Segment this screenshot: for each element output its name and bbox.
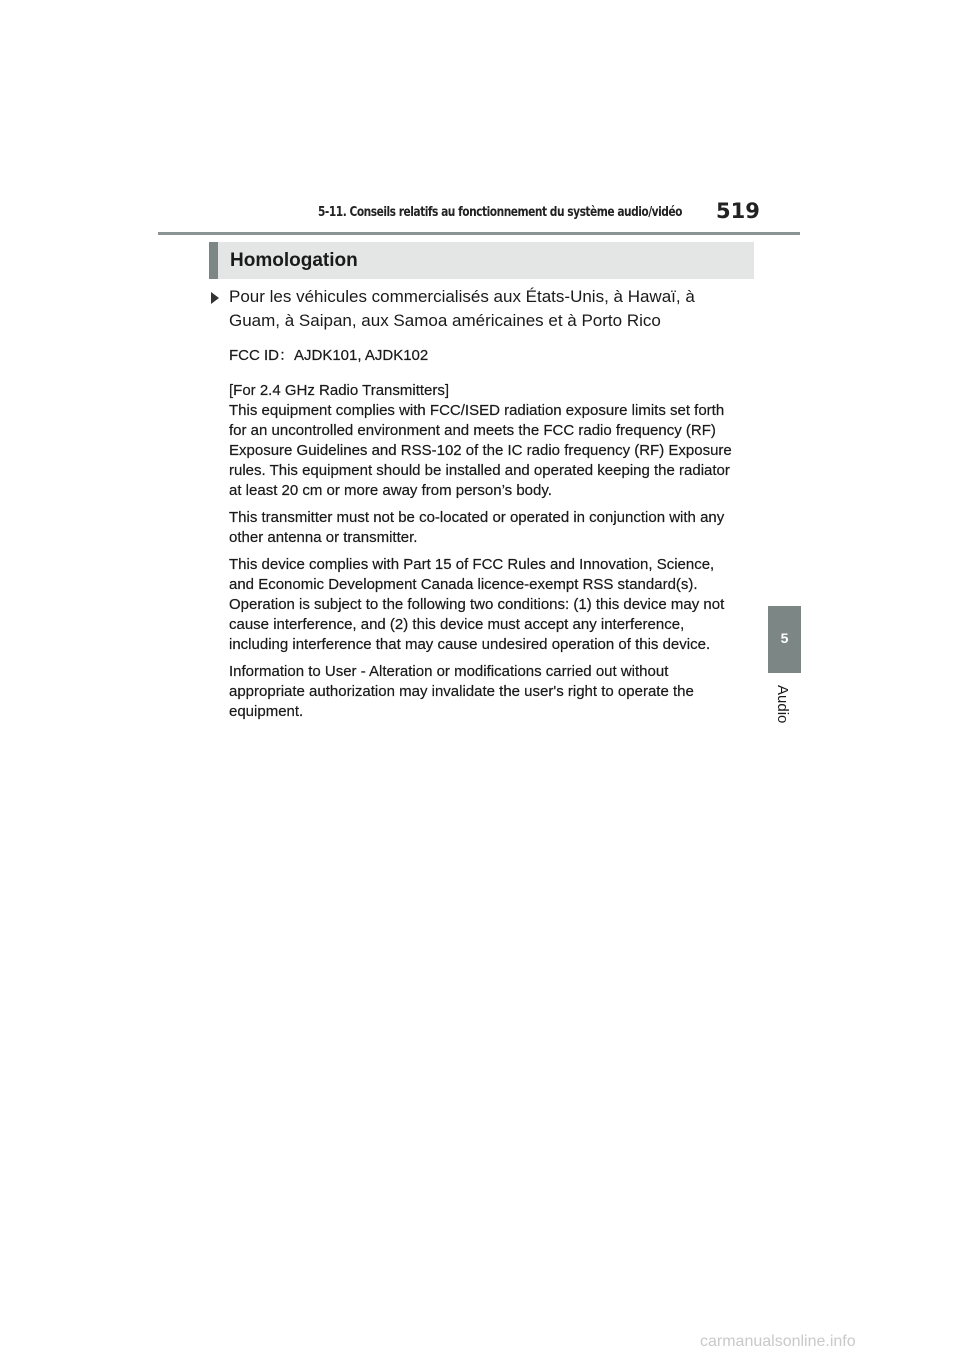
chapter-number: 5 bbox=[780, 630, 789, 646]
fcc-statement-block bbox=[229, 346, 739, 729]
header-section-title: 5-11. Conseils relatifs au fonctionnement du système audio/vidéo bbox=[318, 205, 683, 220]
intro-text: Pour les véhicules commercialisés aux États-Unis, à Hawaï, à Guam, à Saipan, aux Samoa américaines et à Porto Rico bbox=[229, 287, 695, 330]
chapter-tab bbox=[768, 606, 801, 673]
page-number: 519 bbox=[716, 199, 760, 223]
fcc-paragraph: This device complies with Part 15 of FCC Rules and Innovation, Science, and Economic Development Canada licence-exempt RSS standard(s). Operation is subject to the following two conditions: (1) this device may not cause interference, and (2) this device must accept any interference, including interference that may cause undesired operation of this device. bbox=[229, 556, 725, 653]
header-divider bbox=[158, 232, 800, 235]
section-title: Homologation bbox=[230, 250, 358, 271]
fcc-id-line: FCC ID：AJDK101, AJDK102 bbox=[229, 347, 429, 364]
watermark: carmanualsonline.info bbox=[700, 1333, 856, 1350]
fcc-paragraph: [For 2.4 GHz Radio Transmitters] This equipment complies with FCC/ISED radiation exposure limits set forth for an uncontrolled environment and meets the FCC radio frequency (RF) Exposure Guidelines and RSS-102 of the IC radio frequency (RF) Exposure rules. This equipment should be installed and operated keeping the radiator at least 20 cm or more away from person’s body. bbox=[229, 382, 732, 499]
fcc-paragraph: Information to User - Alteration or modifications carried out without appropriate authorization may invalidate the user's right to operate the equipment. bbox=[229, 663, 694, 720]
bullet-triangle-icon bbox=[211, 292, 219, 304]
fcc-paragraph: This transmitter must not be co-located or operated in conjunction with any other antenna or transmitter. bbox=[229, 509, 725, 546]
chapter-label: Audio bbox=[774, 685, 791, 724]
section-heading-bar bbox=[209, 242, 754, 279]
